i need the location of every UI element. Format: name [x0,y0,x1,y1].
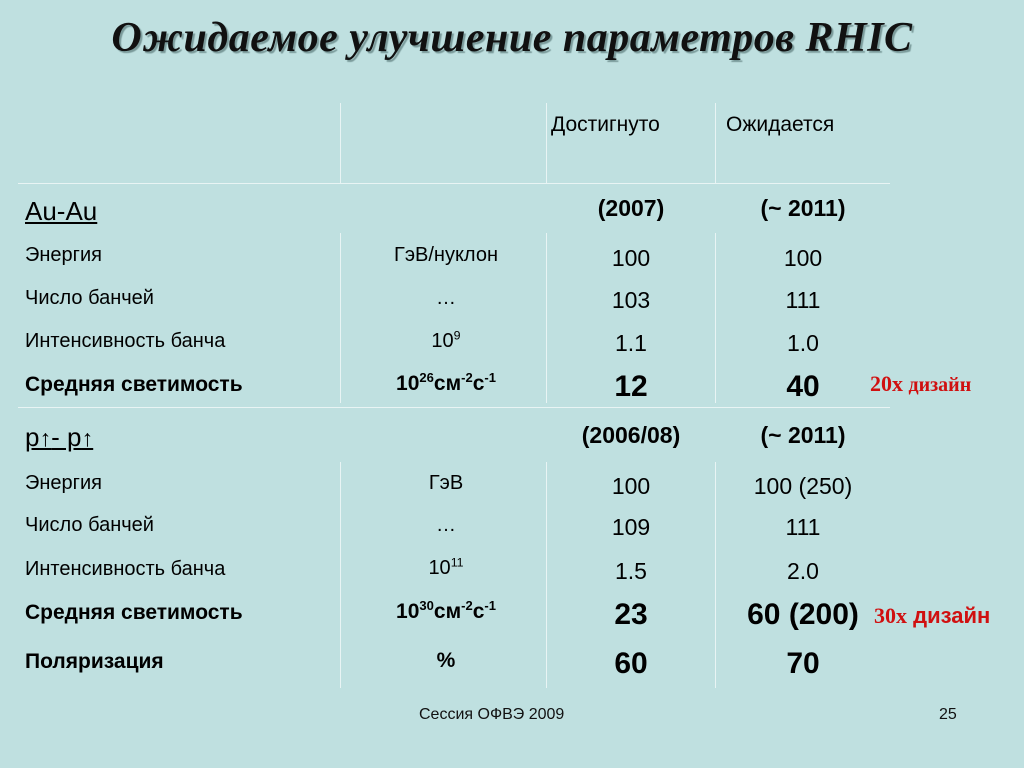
value-expected: 111 [785,287,821,313]
grid-line [18,183,890,184]
value-expected: 100 [783,245,823,271]
value-achieved: 23 [614,598,648,631]
section-label-auau: Au-Au [25,196,98,226]
row-unit: ГэВ [428,472,464,494]
value-expected: 2.0 [787,558,819,584]
row-unit: … [436,514,456,536]
value-achieved: 60 [614,647,648,680]
grid-line [546,103,547,183]
year-achieved: (2007) [597,195,665,221]
grid-line [340,233,341,403]
design-note: 20x дизайн [870,371,972,396]
grid-line [715,103,716,183]
row-unit: … [436,287,456,309]
year-expected: (~ 2011) [760,195,846,221]
year-achieved: (2006/08) [581,422,681,448]
row-label: Энергия [25,472,102,494]
value-expected: 100 (250) [753,473,853,499]
value-achieved: 109 [611,514,651,540]
row-unit: $10^{30}см^{-2}с^{-1}$ [396,598,496,623]
col-header-expected: Ожидается [726,113,835,136]
row-label: Число банчей [25,514,154,536]
up-arrow-icon: ↑ [39,425,52,451]
value-achieved: 100 [611,245,651,271]
row-unit: $10^{26}см^{-2}с^{-1}$ [396,370,496,395]
row-label: Энергия [25,244,102,266]
value-expected: 40 [786,370,820,403]
row-label: Интенсивность банча [25,330,226,352]
row-unit: $10^{11}$ [428,555,464,579]
footer-session: Сессия ОФВЭ 2009 [419,706,565,723]
row-label: Поляризация [25,650,164,673]
design-note: 30x дизайн [874,603,991,628]
row-unit: % [436,649,456,672]
value-achieved: 12 [614,370,648,403]
grid-line [18,407,890,408]
grid-line [340,462,341,688]
row-label: Средняя светимость [25,373,243,396]
value-expected: 70 [786,647,820,680]
up-arrow-icon: ↑ [81,425,94,451]
value-achieved: 1.1 [615,330,647,356]
row-label: Число банчей [25,287,154,309]
row-unit: ГэВ/нуклон [393,244,498,266]
value-expected: 111 [785,514,821,540]
row-unit: $10^9$ [431,328,461,352]
value-expected: 60 (200) [747,598,859,631]
value-achieved: 103 [611,287,651,313]
slide-title: Ожидаемое улучшение параметров RHIC [111,15,913,61]
year-expected: (~ 2011) [760,422,846,448]
row-label: Интенсивность банча [25,558,226,580]
section-label-pp: p↑- p↑ [25,422,94,452]
value-achieved: 1.5 [615,558,647,584]
col-header-achieved: Достигнуто [551,113,660,136]
page-number: 25 [939,706,957,723]
value-achieved: 100 [611,473,651,499]
row-label: Средняя светимость [25,601,243,624]
value-expected: 1.0 [787,330,819,356]
grid-line [340,103,341,183]
